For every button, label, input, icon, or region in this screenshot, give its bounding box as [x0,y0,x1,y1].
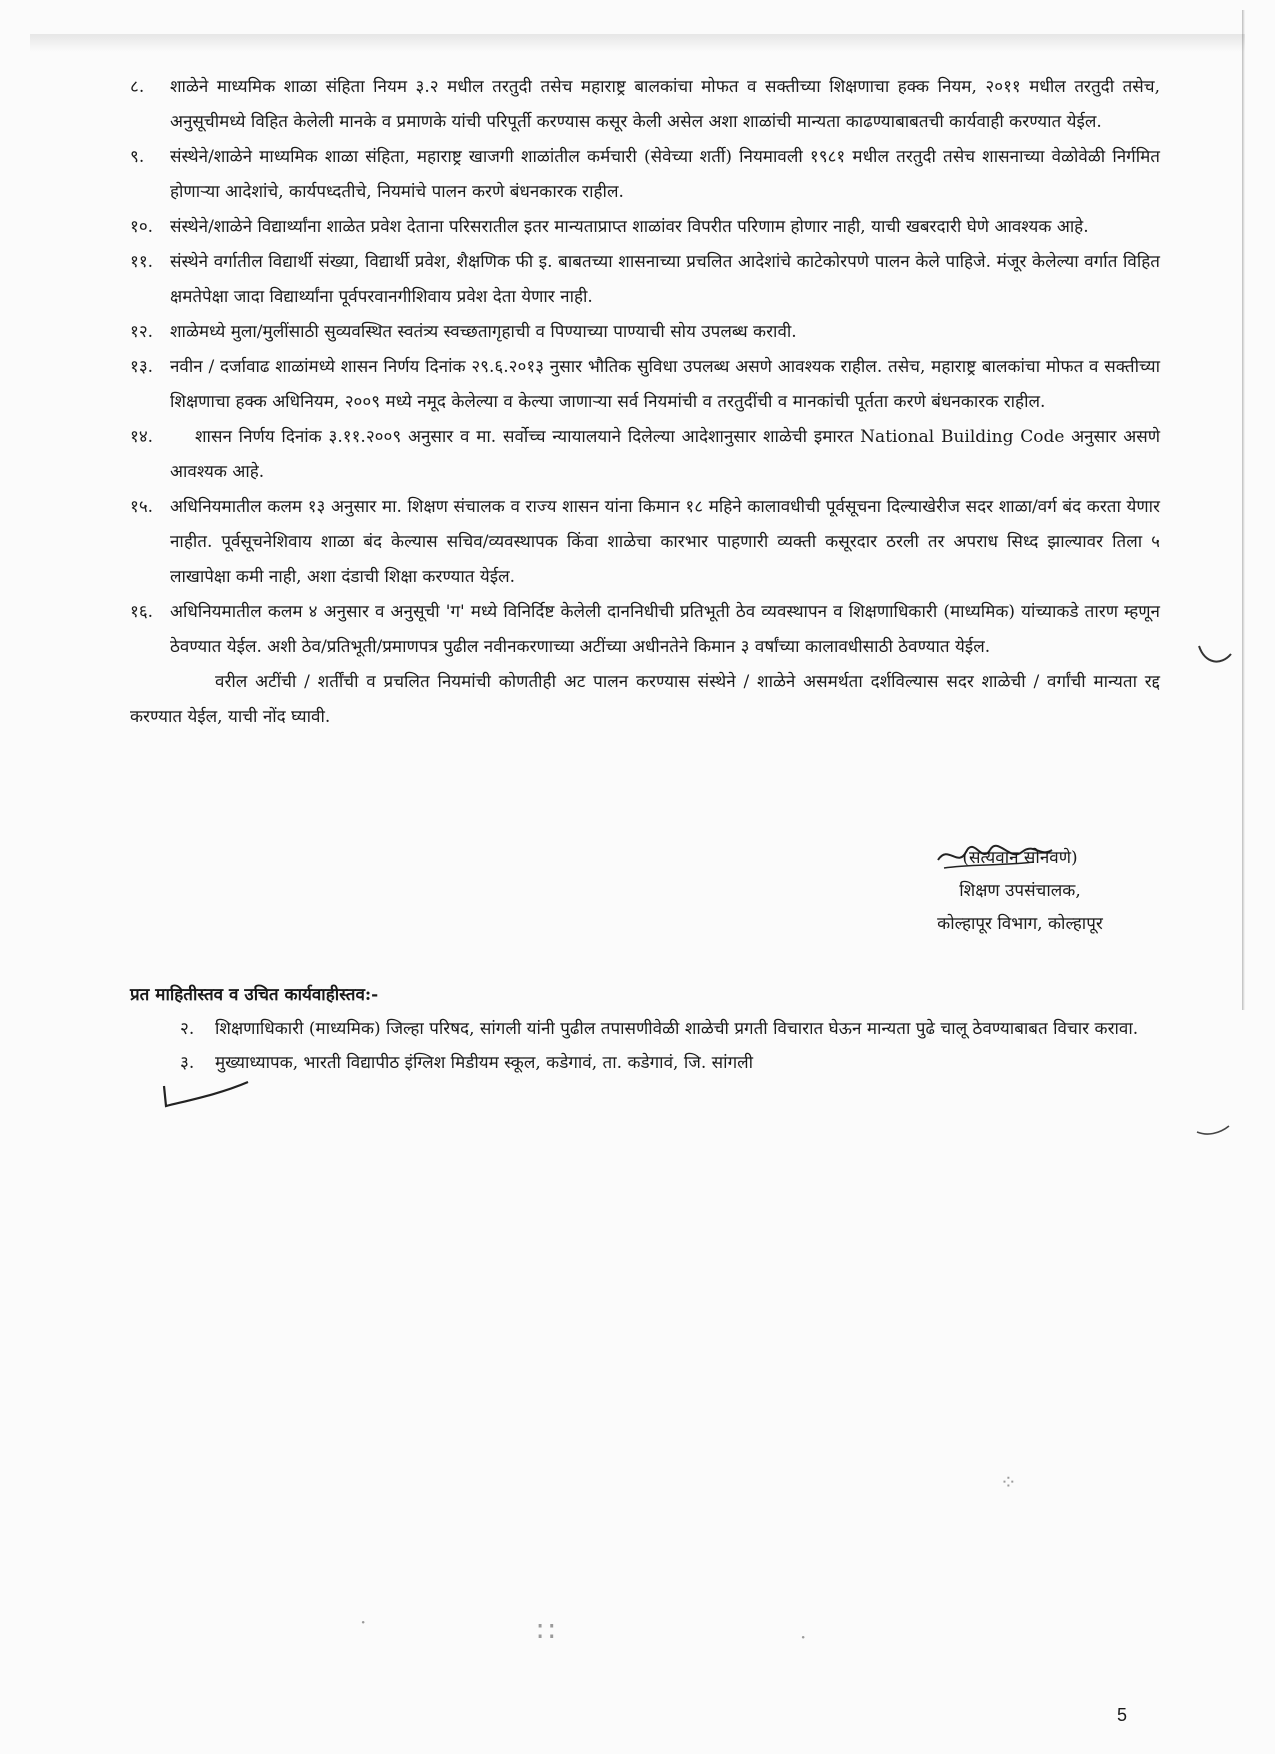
conditions-list [130,70,1160,735]
copy-item-text: शिक्षणाधिकारी (माध्यमिक) जिल्हा परिषद, सांगली यांनी पुढील तपासणीवेळी शाळेची प्रगती विचारात घेऊन मान्यता पुढे चालू ठेवण्याबाबत विचार करावा. [215,1019,1139,1039]
signatory-name: (सत्यवान सोनवणे) [962,848,1078,868]
copy-item [130,1012,1160,1046]
item-text: शाळेमध्ये मुला/मुलींसाठी सुव्यवस्थित स्वतंत्र्य स्वच्छतागृहाची व पिण्याच्या पाण्याची सोय उपलब्ध करावी. [170,322,797,342]
condition-item [130,210,1160,245]
margin-mark [1195,1120,1231,1140]
item-number: ९. [130,147,145,167]
condition-item [130,595,1160,665]
condition-item [130,490,1160,595]
scan-shadow [30,34,1245,52]
item-text: अधिनियमातील कलम १३ अनुसार मा. शिक्षण संचालक व राज्य शासन यांना किमान १८ महिने कालावधीची पूर्वसूचना दिल्याखेरीज सदर शाळा/वर्ग बंद करता येणार नाहीत. पूर्वसूचनेशिवाय शाळा बंद केल्यास सचिव/व्यवस्थापक किंवा शाळेचा कारभार पाहणारी व्यक्ती कसूरदार ठरली तर अपराध सिध्द झाल्यावर तिला ५ लाखापेक्षा कमी नाही, अशा दंडाची शिक्षा करण्यात येईल. [170,497,1160,587]
closing-paragraph: वरील अटींची / शर्तींची व प्रचलित नियमांची कोणतीही अट पालन करण्यास संस्थेने / शाळेने असमर्थता दर्शविल्यास सदर शाळेची / वर्गांची मान्यता रद्द करण्यात येईल, याची नोंद घ्यावी. [130,672,1160,727]
item-text: अधिनियमातील कलम ४ अनुसार व अनुसूची 'ग' मध्ये विनिर्दिष्ट केलेली दाननिधीची प्रतिभूती ठेव व्यवस्थापन व शिक्षणाधिकारी (माध्यमिक) यांच्याकडे तारण म्हणून ठेवण्यात येईल. अशी ठेव/प्रतिभूती/प्रमाणपत्र पुढील नवीनकरणाच्या अटींच्या अधीनतेने किमान ३ वर्षांच्या कालावधीसाठी ठेवण्यात येईल. [170,602,1160,657]
handwritten-tick-mark [160,1072,250,1112]
item-number: १२. [130,322,154,342]
copy-item-number: २. [180,1019,195,1039]
item-number: १३. [130,357,154,377]
signatory-office: कोल्हापूर विभाग, कोल्हापूर [937,914,1103,934]
page-number: 5 [1117,1705,1128,1725]
item-number: ११. [130,252,154,272]
item-number: ८. [130,77,145,97]
item-text: संस्थेने/शाळेने माध्यमिक शाळा संहिता, महाराष्ट्र खाजगी शाळांतील कर्मचारी (सेवेच्या शर्ती) नियमावली १९८१ मधील तरतुदी तसेच शासनाच्या वेळोवेळी निर्गमित होणाऱ्या आदेशांचे, कार्यपध्दतीचे, नियमांचे पालन करणे बंधनकारक राहील. [170,147,1160,202]
condition-item [130,420,1160,490]
margin-mark [1195,640,1235,670]
item-text: संस्थेने वर्गातील विद्यार्थी संख्या, विद्यार्थी प्रवेश, शैक्षणिक फी इ. बाबतच्या शासनाच्या प्रचलित आदेशांचे काटेकोरपणे पालन केले पाहिजे. मंजूर केलेल्या वर्गात विहित क्षमतेपेक्षा जादा विद्यार्थ्यांना पूर्वपरवानगीशिवाय प्रवेश देता येणार नाही. [170,252,1160,307]
item-text: नवीन / दर्जावाढ शाळांमध्ये शासन निर्णय दिनांक २९.६.२०१३ नुसार भौतिक सुविधा उपलब्ध असणे आवश्यक राहील. तसेच, महाराष्ट्र बालकांचा मोफत व सक्तीच्या शिक्षणाचा हक्क अधिनियम, २००९ मध्ये नमूद केलेल्या व केल्या जाणाऱ्या सर्व नियमांची व तरतुदींची व मानकांची पूर्तता करणे बंधनकारक राहील. [170,357,1160,412]
item-number: १०. [130,217,154,237]
item-text: संस्थेने/शाळेने विद्यार्थ्यांना शाळेत प्रवेश देताना परिसरातील इतर मान्यताप्राप्त शाळांवर विपरीत परिणाम होणार नाही, याची खबरदारी घेणे आवश्यक आहे. [170,217,1089,237]
copy-item-number: ३. [180,1053,195,1073]
item-number: १५. [130,497,154,517]
copy-item-text: मुख्याध्यापक, भारती विद्यापीठ इंग्लिश मिडीयम स्कूल, कडेगावं, ता. कडेगावं, जि. सांगली [215,1053,754,1073]
copy-item [130,1046,1160,1080]
condition-item [130,140,1160,210]
scan-speck: ⁘ [1000,1470,1017,1494]
signature-block [905,842,1135,941]
scan-speck: · [360,1610,367,1634]
scan-speck: ∷ [537,1615,555,1648]
item-number: १४. [130,427,154,447]
copy-heading: प्रत माहितीस्तव व उचित कार्यवाहीस्तव:- [130,985,379,1005]
condition-item [130,70,1160,140]
signatory-designation: शिक्षण उपसंचालक, [959,881,1081,901]
item-number: १६. [130,602,154,622]
condition-item [130,245,1160,315]
condition-item [130,350,1160,420]
scan-edge-shadow [1242,10,1245,1010]
scan-speck: · [800,1625,807,1649]
condition-item [130,315,1160,350]
item-text: शाळेने माध्यमिक शाळा संहिता नियम ३.२ मधील तरतुदी तसेच महाराष्ट्र बालकांचा मोफत व सक्तीच्या शिक्षणाचा हक्क नियम, २०११ मधील तरतुदी तसेच, अनुसूचीमध्ये विहित केलेली मानके व प्रमाणके यांची परिपूर्ती करण्यास कसूर केली असेल अशा शाळांची मान्यता काढण्याबाबतची कार्यवाही करण्यात येईल. [170,77,1160,132]
copy-list [130,1012,1160,1080]
item-text: शासन निर्णय दिनांक ३.११.२००९ अनुसार व मा. सर्वोच्च न्यायालयाने दिलेल्या आदेशानुसार शाळेची इमारत National Building Code अनुसार असणे आवश्यक आहे. [170,427,1160,482]
